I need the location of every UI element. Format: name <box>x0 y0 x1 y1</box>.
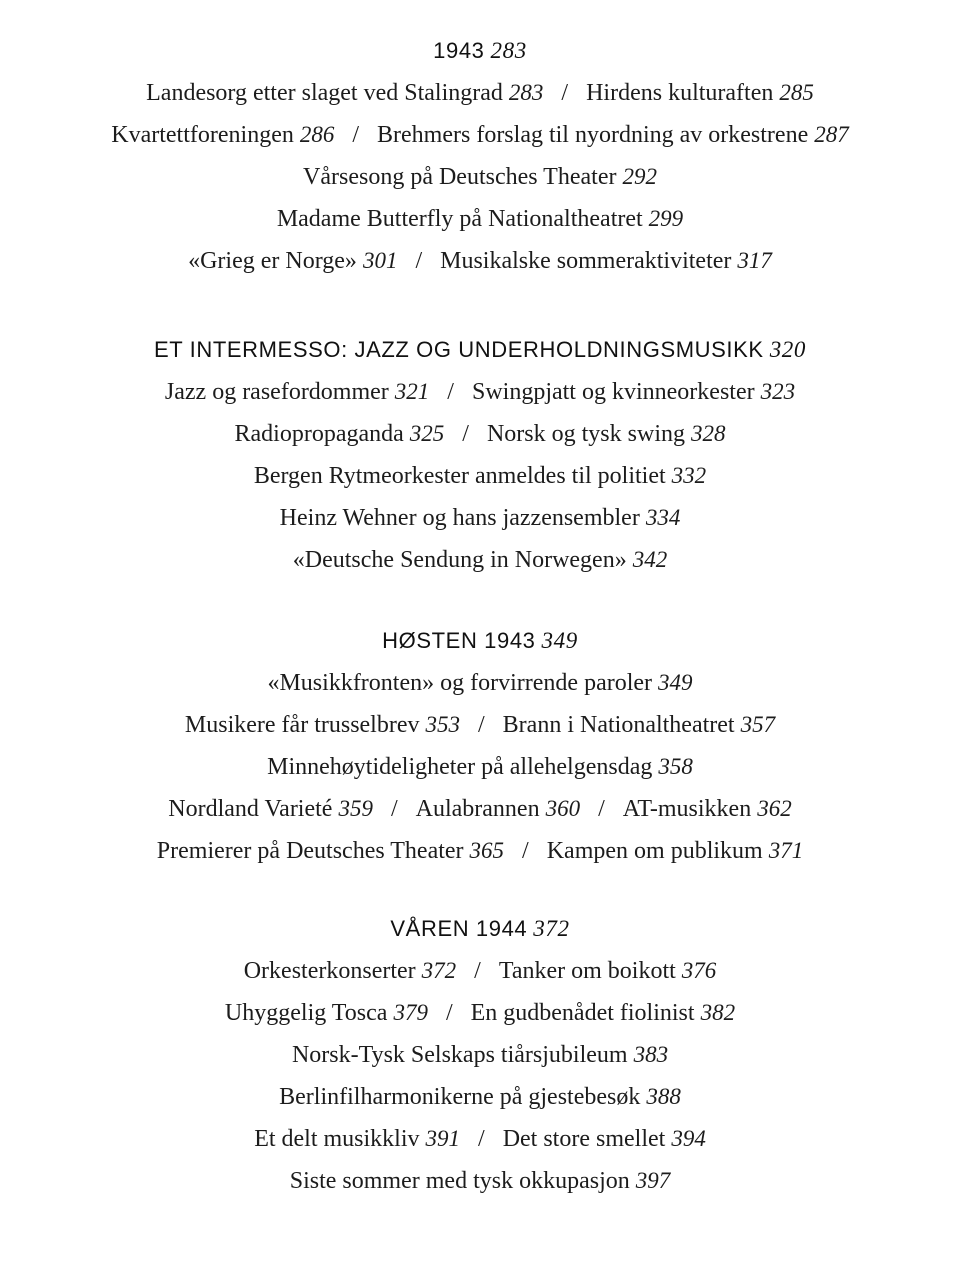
entry-title: Tanker om boikott <box>498 958 676 984</box>
toc-entry <box>503 1126 706 1152</box>
toc-line <box>0 1160 960 1202</box>
entry-title: «Musikkfronten» og forvirrende paroler <box>267 670 653 696</box>
toc-line <box>0 455 960 497</box>
toc-line <box>0 704 960 746</box>
entry-title: Brann i Nationaltheatret <box>502 712 735 738</box>
toc-entry <box>235 421 445 447</box>
toc-line <box>0 746 960 788</box>
toc-line <box>0 240 960 282</box>
section-heading <box>0 30 960 72</box>
entry-separator: / <box>478 1126 485 1152</box>
toc-entry <box>254 1126 460 1152</box>
section-title: 1943 <box>433 38 485 63</box>
section-title: VÅREN 1944 <box>390 916 528 941</box>
entry-separator: / <box>462 421 469 447</box>
toc-entry <box>290 1168 670 1194</box>
entry-title: Musikere får trusselbrev <box>184 712 420 738</box>
entry-title: «Grieg er Norge» <box>188 248 357 274</box>
toc-entry <box>440 248 772 274</box>
entry-separator: / <box>478 712 485 738</box>
toc-line <box>0 114 960 156</box>
entry-title: Et delt musikkliv <box>254 1126 420 1152</box>
toc-entry <box>165 379 429 405</box>
toc-entry <box>157 838 504 864</box>
entry-page-number: 332 <box>671 463 707 488</box>
entry-title: «Deutsche Sendung in Norwegen» <box>292 547 627 573</box>
entry-page-number: 283 <box>508 80 544 105</box>
entry-page-number: 325 <box>409 421 445 446</box>
entry-page-number: 359 <box>338 796 373 821</box>
toc-entry <box>377 122 849 148</box>
entry-title: Heinz Wehner og hans jazzensembler <box>279 505 640 531</box>
toc-entry <box>586 80 814 106</box>
toc-entry <box>280 505 681 531</box>
entry-page-number: 388 <box>646 1084 681 1109</box>
entry-page-number: 328 <box>690 421 726 446</box>
entry-title: Jazz og rasefordommer <box>164 379 389 405</box>
entry-page-number: 317 <box>737 248 772 273</box>
entry-page-number: 394 <box>671 1126 706 1151</box>
toc-entry <box>499 958 716 984</box>
entry-page-number: 383 <box>633 1042 669 1067</box>
entry-separator: / <box>390 796 398 822</box>
toc-line <box>0 1034 960 1076</box>
toc-entry <box>279 1084 681 1110</box>
entry-title: Brehmers forslag til nyordning av orkestrene <box>377 122 809 148</box>
toc-entry <box>487 421 726 447</box>
entry-title: Kvartettforeningen <box>111 122 294 148</box>
entry-separator: / <box>415 248 423 274</box>
toc-line <box>0 788 960 830</box>
toc-entry <box>472 379 795 405</box>
entry-title: Madame Butterfly på Nationaltheatret <box>276 206 643 232</box>
entry-title: Aulabrannen <box>415 796 540 822</box>
toc-section <box>0 30 960 282</box>
entry-page-number: 371 <box>768 838 804 863</box>
section-title: HØSTEN 1943 <box>382 628 536 653</box>
entry-title: Berlinfilharmonikerne på gjestebesøk <box>279 1084 641 1110</box>
entry-title: Vårsesong på Deutsches Theater <box>303 164 617 190</box>
toc-line <box>0 1076 960 1118</box>
toc-entry <box>471 1000 735 1026</box>
toc-entry <box>293 547 667 573</box>
toc-entry <box>623 796 792 822</box>
entry-page-number: 379 <box>393 1000 428 1025</box>
entry-page-number: 353 <box>425 712 460 737</box>
entry-page-number: 292 <box>622 164 657 189</box>
entry-title: Norsk-Tysk Selskaps tiårsjubileum <box>291 1042 628 1068</box>
toc-section <box>0 329 960 581</box>
entry-title: Minnehøytideligheter på allehelgensdag <box>267 754 653 780</box>
toc-entry <box>146 80 543 106</box>
entry-page-number: 372 <box>421 958 457 983</box>
entry-separator: / <box>561 80 569 106</box>
entry-title: Musikalske sommeraktiviteter <box>440 248 732 274</box>
toc-line <box>0 72 960 114</box>
entry-page-number: 301 <box>362 248 398 273</box>
entry-page-number: 362 <box>757 796 792 821</box>
toc-line <box>0 950 960 992</box>
section-page-number: 320 <box>769 337 806 362</box>
entry-title: Landesorg etter slaget ved Stalingrad <box>146 80 503 106</box>
entry-title: Premierer på Deutsches Theater <box>156 838 464 864</box>
entry-separator: / <box>474 958 481 984</box>
entry-page-number: 365 <box>469 838 505 863</box>
toc-entry <box>267 670 692 696</box>
toc-entry <box>292 1042 668 1068</box>
section-page-number: 283 <box>490 38 527 63</box>
toc-line <box>0 198 960 240</box>
toc-line <box>0 413 960 455</box>
entry-title: En gudbenådet fiolinist <box>470 1000 695 1026</box>
entry-separator: / <box>447 379 454 405</box>
entry-title: Swingpjatt og kvinneorkester <box>471 379 755 405</box>
section-page-number: 349 <box>541 628 578 653</box>
entry-page-number: 391 <box>425 1126 461 1151</box>
section-page-number: 372 <box>533 916 570 941</box>
entry-separator: / <box>522 838 529 864</box>
toc-entry <box>416 796 580 822</box>
section-heading <box>0 329 960 371</box>
toc-line <box>0 371 960 413</box>
entry-separator: / <box>598 796 605 822</box>
toc-section <box>0 908 960 1202</box>
entry-page-number: 323 <box>760 379 796 404</box>
toc-line <box>0 1118 960 1160</box>
entry-page-number: 358 <box>658 754 693 779</box>
toc-entry <box>254 463 706 489</box>
toc-entry <box>303 164 657 190</box>
section-heading <box>0 908 960 950</box>
entry-page-number: 357 <box>740 712 776 737</box>
toc-line <box>0 539 960 581</box>
entry-page-number: 342 <box>632 547 668 572</box>
toc-entry <box>267 754 693 780</box>
toc-entry <box>547 838 803 864</box>
entry-title: Uhyggelig Tosca <box>224 1000 388 1026</box>
toc-entry <box>185 712 460 738</box>
entry-title: Orkesterkonserter <box>243 958 416 984</box>
toc-entry <box>188 248 397 274</box>
entry-title: Nordland Varieté <box>168 796 333 822</box>
toc-line <box>0 992 960 1034</box>
toc-line <box>0 830 960 872</box>
toc-entry <box>225 1000 428 1026</box>
entry-separator: / <box>445 1000 453 1026</box>
entry-page-number: 287 <box>814 122 849 147</box>
section-title: ET INTERMESSO: JAZZ OG UNDERHOLDNINGSMUSIKK <box>154 337 764 362</box>
toc-entry <box>168 796 373 822</box>
section-heading <box>0 620 960 662</box>
toc-line <box>0 662 960 704</box>
toc-entry <box>503 712 775 738</box>
toc-section <box>0 620 960 872</box>
entry-page-number: 299 <box>648 206 684 231</box>
entry-page-number: 286 <box>299 122 335 147</box>
entry-title: Kampen om publikum <box>546 838 763 864</box>
entry-title: Bergen Rytmeorkester anmeldes til politiet <box>253 463 666 489</box>
entry-page-number: 360 <box>545 796 581 821</box>
entry-title: Hirdens kulturaften <box>586 80 774 106</box>
entry-separator: / <box>352 122 360 148</box>
toc-entry <box>277 206 683 232</box>
entry-page-number: 349 <box>658 670 693 695</box>
entry-page-number: 376 <box>681 958 717 983</box>
toc-entry <box>111 122 334 148</box>
entry-title: Siste sommer med tysk okkupasjon <box>289 1168 630 1194</box>
entry-page-number: 321 <box>394 379 430 404</box>
entry-page-number: 334 <box>645 505 681 530</box>
entry-title: Det store smellet <box>502 1126 666 1152</box>
toc-entry <box>244 958 456 984</box>
entry-title: Radiopropaganda <box>234 421 404 447</box>
toc-line <box>0 156 960 198</box>
entry-title: AT-musikken <box>622 796 752 822</box>
toc-line <box>0 497 960 539</box>
entry-title: Norsk og tysk swing <box>486 421 685 447</box>
entry-page-number: 285 <box>779 80 814 105</box>
entry-page-number: 382 <box>700 1000 736 1025</box>
entry-page-number: 397 <box>635 1168 671 1193</box>
